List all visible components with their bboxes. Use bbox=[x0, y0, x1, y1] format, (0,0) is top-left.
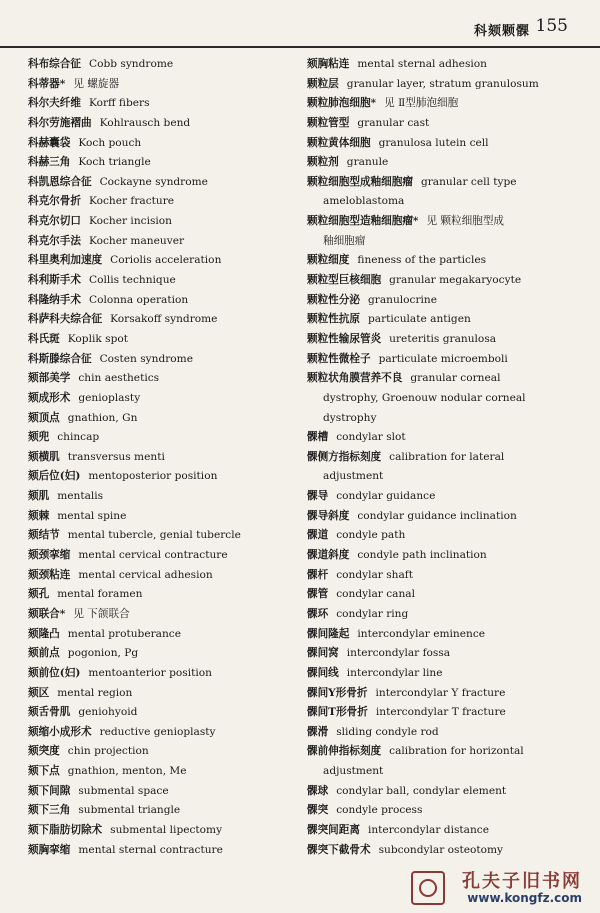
entry-term-en: 见 螺旋器 bbox=[73, 77, 120, 90]
entry-term-en: submental space bbox=[78, 784, 169, 797]
dictionary-entry bbox=[28, 801, 293, 821]
dictionary-entry bbox=[28, 409, 293, 429]
entry-term-en: Kocher incision bbox=[88, 215, 172, 228]
entry-term-en: Cobb syndrome bbox=[88, 58, 174, 70]
entry-term-en: ameloblastoma bbox=[323, 195, 405, 208]
entry-term-en: condylar guidance bbox=[336, 490, 436, 503]
dictionary-entry bbox=[28, 330, 293, 350]
dictionary-entry bbox=[307, 644, 582, 664]
entry-term-zh: 髁间T形骨折 bbox=[307, 706, 368, 719]
entry-term-en: granular cast bbox=[357, 116, 430, 129]
entry-term-en: sliding condyle rod bbox=[336, 725, 439, 738]
entry-term-zh: 科利斯手术 bbox=[28, 274, 81, 287]
entry-term-zh: 颏区 bbox=[28, 686, 50, 699]
entry-term-en: mental protuberance bbox=[67, 627, 182, 640]
entry-term-en: reductive genioplasty bbox=[99, 725, 216, 738]
dictionary-entry bbox=[307, 566, 582, 586]
entry-term-zh: 髁管 bbox=[307, 588, 329, 601]
entry-term-en: intercondylar Y fracture bbox=[375, 686, 506, 699]
entry-term-en: mental spine bbox=[57, 509, 127, 522]
entry-term-zh: 科布综合征 bbox=[28, 58, 81, 70]
entry-term-zh: 颏结节 bbox=[28, 529, 60, 542]
entry-term-zh: 颏下间隙 bbox=[28, 784, 71, 797]
entry-term-zh: 髁间隆起 bbox=[307, 627, 350, 640]
entry-term-en: 见 颗粒细胞型成 bbox=[426, 215, 505, 228]
entry-term-en: Colonna operation bbox=[88, 293, 189, 306]
entry-term-zh: 髁环 bbox=[307, 607, 329, 620]
dictionary-entry bbox=[307, 134, 582, 154]
dictionary-entry bbox=[28, 428, 293, 448]
entry-term-en: 见 Ⅱ型肺泡细胞 bbox=[384, 97, 459, 110]
entry-term-en: condylar slot bbox=[336, 431, 406, 444]
dictionary-entry bbox=[307, 625, 582, 645]
entry-term-zh: 髁道斜度 bbox=[307, 549, 350, 562]
dictionary-entry bbox=[307, 467, 582, 487]
entry-term-en: mentoposterior position bbox=[88, 470, 218, 483]
entry-term-zh: 髁突下截骨术 bbox=[307, 843, 371, 856]
page-number: 155 bbox=[535, 16, 568, 36]
dictionary-entry bbox=[307, 782, 582, 802]
dictionary-entry bbox=[28, 291, 293, 311]
entry-term-en: subcondylar osteotomy bbox=[378, 843, 504, 856]
entry-term-zh: 颏颈粘连 bbox=[28, 568, 71, 581]
dictionary-entry bbox=[28, 605, 293, 625]
dictionary-entry bbox=[307, 742, 582, 762]
dictionary-entry bbox=[28, 467, 293, 487]
entry-term-zh: 科凯恩综合征 bbox=[28, 175, 92, 188]
seal-icon bbox=[411, 871, 445, 905]
entry-term-en: condyle path inclination bbox=[357, 549, 487, 562]
entry-term-zh: 髁槽 bbox=[307, 431, 329, 444]
dictionary-entry bbox=[307, 821, 582, 841]
dictionary-entry bbox=[307, 55, 582, 75]
entry-term-zh: 颏胸挛缩 bbox=[28, 843, 71, 856]
entry-term-en: adjustment bbox=[323, 470, 384, 483]
dictionary-entry bbox=[28, 55, 293, 75]
entry-term-zh: 颏下点 bbox=[28, 765, 60, 778]
right-column bbox=[307, 55, 582, 860]
entry-term-zh: 科蒂器* bbox=[28, 77, 66, 90]
dictionary-entry bbox=[307, 291, 582, 311]
entry-term-en: transversus menti bbox=[67, 450, 165, 463]
entry-term-en: adjustment bbox=[323, 765, 384, 778]
entry-term-en: Kocher maneuver bbox=[88, 234, 185, 247]
dictionary-entry bbox=[307, 271, 582, 291]
entry-term-en: condylar shaft bbox=[336, 568, 413, 581]
entry-term-en: mental tubercle, genial tubercle bbox=[67, 529, 241, 542]
dictionary-entry bbox=[307, 801, 582, 821]
entry-term-en: ureteritis granulosa bbox=[389, 332, 497, 345]
entry-term-zh: 颗粒细胞型成釉细胞瘤 bbox=[307, 175, 413, 188]
dictionary-entry bbox=[28, 350, 293, 370]
dictionary-entry bbox=[307, 173, 582, 193]
entry-term-zh: 颏棘 bbox=[28, 509, 50, 522]
entry-term-en: fineness of the particles bbox=[357, 254, 487, 267]
entry-term-en: Collis technique bbox=[88, 274, 176, 287]
dictionary-entry bbox=[307, 546, 582, 566]
dictionary-entry bbox=[307, 585, 582, 605]
entry-term-zh: 颏突度 bbox=[28, 745, 60, 758]
dictionary-entry bbox=[28, 507, 293, 527]
dictionary-entry bbox=[28, 841, 293, 861]
entry-term-en: mental region bbox=[57, 686, 133, 699]
watermark bbox=[0, 867, 600, 913]
entry-term-zh: 髁突 bbox=[307, 804, 329, 817]
entry-term-zh: 颏兜 bbox=[28, 431, 50, 444]
dictionary-entry bbox=[28, 75, 293, 95]
entry-term-zh: 髁滑 bbox=[307, 725, 329, 738]
dictionary-entry bbox=[307, 330, 582, 350]
running-head: 科颏颗髁 bbox=[473, 24, 530, 39]
entry-term-zh: 颗粒状角膜营养不良 bbox=[307, 372, 403, 385]
entry-term-zh: 髁间线 bbox=[307, 666, 339, 679]
entry-term-en: particulate microemboli bbox=[378, 352, 508, 365]
dictionary-entry bbox=[307, 507, 582, 527]
entry-term-en: mental foramen bbox=[57, 588, 143, 601]
dictionary-entry bbox=[28, 310, 293, 330]
dictionary-entry bbox=[28, 153, 293, 173]
entry-term-zh: 颏前点 bbox=[28, 647, 60, 660]
entry-term-en: dystrophy bbox=[323, 411, 377, 424]
entry-term-en: granulocrine bbox=[367, 293, 438, 306]
entry-term-en: submental lipectomy bbox=[110, 823, 223, 836]
dictionary-entry bbox=[307, 114, 582, 134]
entry-term-zh: 颏横肌 bbox=[28, 450, 60, 463]
entry-term-zh: 颗粒性抗原 bbox=[307, 313, 360, 326]
entry-term-en: genioplasty bbox=[78, 391, 141, 404]
entry-term-zh: 髁导 bbox=[307, 490, 329, 503]
entry-term-zh: 科克尔切口 bbox=[28, 215, 81, 228]
dictionary-entry bbox=[307, 428, 582, 448]
entry-term-en: calibration for horizontal bbox=[389, 745, 524, 758]
dictionary-entry bbox=[28, 114, 293, 134]
dictionary-entry bbox=[307, 703, 582, 723]
dictionary-entry bbox=[28, 723, 293, 743]
dictionary-entry bbox=[28, 389, 293, 409]
entry-term-en: condylar canal bbox=[336, 588, 415, 601]
watermark-brand: 孔夫子旧书网 bbox=[462, 871, 582, 892]
entry-term-en: Koch triangle bbox=[78, 156, 151, 169]
entry-term-zh: 颗粒性输尿管炎 bbox=[307, 332, 382, 345]
entry-term-zh: 颏肌 bbox=[28, 490, 50, 503]
entry-term-en: condylar ball, condylar element bbox=[336, 784, 507, 797]
entry-term-en: Korsakoff syndrome bbox=[110, 313, 218, 326]
dictionary-entry bbox=[307, 369, 582, 389]
entry-term-en: mental sternal contracture bbox=[78, 843, 223, 856]
entry-term-zh: 科赫囊袋 bbox=[28, 136, 71, 149]
entry-term-zh: 髁导斜度 bbox=[307, 509, 350, 522]
dictionary-entry bbox=[307, 526, 582, 546]
entry-term-zh: 颏孔 bbox=[28, 588, 50, 601]
entry-term-zh: 颏下三角 bbox=[28, 804, 71, 817]
entry-term-zh: 髁突间距离 bbox=[307, 823, 360, 836]
dictionary-entry bbox=[28, 821, 293, 841]
entry-term-zh: 科萨科夫综合征 bbox=[28, 313, 103, 326]
entry-term-en: intercondylar eminence bbox=[357, 627, 486, 640]
entry-term-en: condylar ring bbox=[336, 607, 409, 620]
dictionary-entry bbox=[28, 192, 293, 212]
entry-term-zh: 颏胸粘连 bbox=[307, 58, 350, 70]
dictionary-entry bbox=[28, 664, 293, 684]
entry-term-zh: 科克尔骨折 bbox=[28, 195, 81, 208]
entry-term-en: Coriolis acceleration bbox=[110, 254, 222, 267]
entry-term-zh: 颏颈挛缩 bbox=[28, 549, 71, 562]
entry-term-zh: 髁球 bbox=[307, 784, 329, 797]
entry-term-en: mentalis bbox=[57, 490, 104, 503]
dictionary-entry bbox=[307, 153, 582, 173]
entry-term-en: mental sternal adhesion bbox=[357, 58, 487, 70]
entry-term-zh: 科尔劳施褶曲 bbox=[28, 116, 92, 129]
dictionary-entry bbox=[28, 703, 293, 723]
entry-term-zh: 颗粒性微栓子 bbox=[307, 352, 371, 365]
entry-term-en: particulate antigen bbox=[367, 313, 471, 326]
watermark-url: www.kongfz.com bbox=[467, 891, 582, 905]
dictionary-entry bbox=[307, 350, 582, 370]
entry-term-en: intercondylar distance bbox=[367, 823, 490, 836]
dictionary-entry bbox=[28, 782, 293, 802]
entry-term-en: gnathion, Gn bbox=[67, 411, 138, 424]
entry-term-zh: 颗粒细度 bbox=[307, 254, 350, 267]
entry-term-en: pogonion, Pg bbox=[67, 647, 139, 660]
entry-term-zh: 颗粒层 bbox=[307, 77, 339, 90]
dictionary-entry bbox=[307, 251, 582, 271]
entry-term-en: chin projection bbox=[67, 745, 149, 758]
dictionary-entry bbox=[28, 232, 293, 252]
entry-term-en: mental cervical contracture bbox=[78, 549, 228, 562]
entry-term-en: Korff fibers bbox=[88, 97, 150, 110]
dictionary-entry bbox=[307, 192, 582, 212]
entry-term-zh: 科隆纳手术 bbox=[28, 293, 81, 306]
dictionary-entry bbox=[28, 173, 293, 193]
entry-term-zh: 髁前伸指标刻度 bbox=[307, 745, 382, 758]
dictionary-entry bbox=[28, 585, 293, 605]
dictionary-entry bbox=[28, 369, 293, 389]
entry-term-en: intercondylar fossa bbox=[346, 647, 451, 660]
entry-term-zh: 颗粒性分泌 bbox=[307, 293, 360, 306]
left-column bbox=[28, 55, 293, 860]
entry-term-en: granular cell type bbox=[420, 175, 517, 188]
dictionary-entry bbox=[307, 94, 582, 114]
entry-term-zh: 颏缩小成形术 bbox=[28, 725, 92, 738]
entry-term-en: chin aesthetics bbox=[78, 372, 160, 385]
entry-term-en: submental triangle bbox=[78, 804, 181, 817]
entry-term-en: Kohlrausch bend bbox=[99, 116, 191, 129]
dictionary-entry bbox=[307, 232, 582, 252]
entry-term-zh: 科氏斑 bbox=[28, 332, 60, 345]
entry-term-zh: 髁侧方指标刻度 bbox=[307, 450, 382, 463]
dictionary-entry bbox=[28, 94, 293, 114]
dictionary-entry bbox=[307, 448, 582, 468]
entry-term-zh: 颗粒剂 bbox=[307, 156, 339, 169]
entry-term-zh: 髁杆 bbox=[307, 568, 329, 581]
entry-term-zh: 颏联合* bbox=[28, 607, 66, 620]
dictionary-entry bbox=[307, 841, 582, 861]
entry-term-en: mentoanterior position bbox=[88, 666, 212, 679]
entry-term-zh: 颗粒黄体细胞 bbox=[307, 136, 371, 149]
entry-term-zh: 髁间Y形骨折 bbox=[307, 686, 368, 699]
entry-term-zh: 颗粒肺泡细胞* bbox=[307, 97, 377, 110]
dictionary-entry bbox=[28, 134, 293, 154]
dictionary-entry bbox=[28, 684, 293, 704]
dictionary-entry bbox=[28, 546, 293, 566]
entry-term-zh: 颏顶点 bbox=[28, 411, 60, 424]
dictionary-entry bbox=[307, 762, 582, 782]
entry-term-zh: 颏部美学 bbox=[28, 372, 71, 385]
dictionary-entry bbox=[28, 448, 293, 468]
entry-term-zh: 颗粒管型 bbox=[307, 116, 350, 129]
dictionary-entry bbox=[307, 310, 582, 330]
entry-term-en: 见 下颌联合 bbox=[73, 607, 130, 620]
entry-term-zh: 颗粒细胞型造釉细胞瘤* bbox=[307, 215, 419, 228]
entry-term-zh: 髁间窝 bbox=[307, 647, 339, 660]
entry-term-zh: 科里奥利加速度 bbox=[28, 254, 103, 267]
entry-term-en: Koplik spot bbox=[67, 332, 128, 345]
entry-term-en: 釉细胞瘤 bbox=[323, 234, 366, 247]
dictionary-entry bbox=[307, 605, 582, 625]
entry-term-zh: 颏舌骨肌 bbox=[28, 706, 71, 719]
entry-term-en: Kocher fracture bbox=[88, 195, 175, 208]
dictionary-entry bbox=[28, 251, 293, 271]
entry-term-en: chincap bbox=[57, 431, 100, 444]
entry-term-en: geniohyoid bbox=[78, 706, 138, 719]
entry-term-en: dystrophy, Groenouw nodular corneal bbox=[323, 391, 526, 404]
entry-term-en: granulosa lutein cell bbox=[378, 136, 489, 149]
entry-term-zh: 颏隆凸 bbox=[28, 627, 60, 640]
dictionary-entry bbox=[28, 742, 293, 762]
entry-term-zh: 髁道 bbox=[307, 529, 329, 542]
entry-term-zh: 颏下脂肪切除术 bbox=[28, 823, 103, 836]
entry-term-en: granular megakaryocyte bbox=[389, 274, 522, 287]
dictionary-entry bbox=[307, 684, 582, 704]
entry-term-en: Cockayne syndrome bbox=[99, 175, 208, 188]
dictionary-entry bbox=[307, 487, 582, 507]
entry-term-en: granular layer, stratum granulosum bbox=[346, 77, 539, 90]
entry-term-zh: 科斯滕综合征 bbox=[28, 352, 92, 365]
dictionary-entry bbox=[28, 644, 293, 664]
entry-term-en: Koch pouch bbox=[78, 136, 142, 149]
dictionary-entry bbox=[307, 723, 582, 743]
entry-term-zh: 颗粒型巨核细胞 bbox=[307, 274, 382, 287]
entry-term-en: granular corneal bbox=[410, 372, 501, 385]
entry-term-zh: 颏后位(妇) bbox=[28, 470, 81, 483]
entry-term-en: intercondylar line bbox=[346, 666, 443, 679]
entry-term-en: condylar guidance inclination bbox=[357, 509, 517, 522]
dictionary-entry bbox=[28, 526, 293, 546]
entry-term-zh: 科克尔手法 bbox=[28, 234, 81, 247]
dictionary-entry bbox=[28, 487, 293, 507]
entry-term-en: condyle process bbox=[336, 804, 423, 817]
entry-term-zh: 科赫三角 bbox=[28, 156, 71, 169]
dictionary-entry bbox=[28, 566, 293, 586]
entry-term-en: mental cervical adhesion bbox=[78, 568, 213, 581]
entry-term-en: condyle path bbox=[336, 529, 406, 542]
dictionary-entry bbox=[28, 212, 293, 232]
entry-term-zh: 颏成形术 bbox=[28, 391, 71, 404]
dictionary-entry bbox=[307, 409, 582, 429]
entry-term-en: granule bbox=[346, 156, 389, 169]
entry-term-zh: 科尔夫纤维 bbox=[28, 97, 81, 110]
entry-term-en: intercondylar T fracture bbox=[375, 706, 506, 719]
dictionary-entry bbox=[28, 625, 293, 645]
dictionary-entry bbox=[307, 664, 582, 684]
dictionary-entry bbox=[28, 271, 293, 291]
dictionary-entry bbox=[28, 762, 293, 782]
entry-term-en: Costen syndrome bbox=[99, 352, 193, 365]
entry-term-en: calibration for lateral bbox=[389, 450, 505, 463]
dictionary-entry bbox=[307, 75, 582, 95]
page-header bbox=[0, 0, 600, 48]
entry-term-en: gnathion, menton, Me bbox=[67, 765, 187, 778]
entry-term-zh: 颏前位(妇) bbox=[28, 666, 81, 679]
dictionary-entry bbox=[307, 389, 582, 409]
dictionary-entry bbox=[307, 212, 582, 232]
